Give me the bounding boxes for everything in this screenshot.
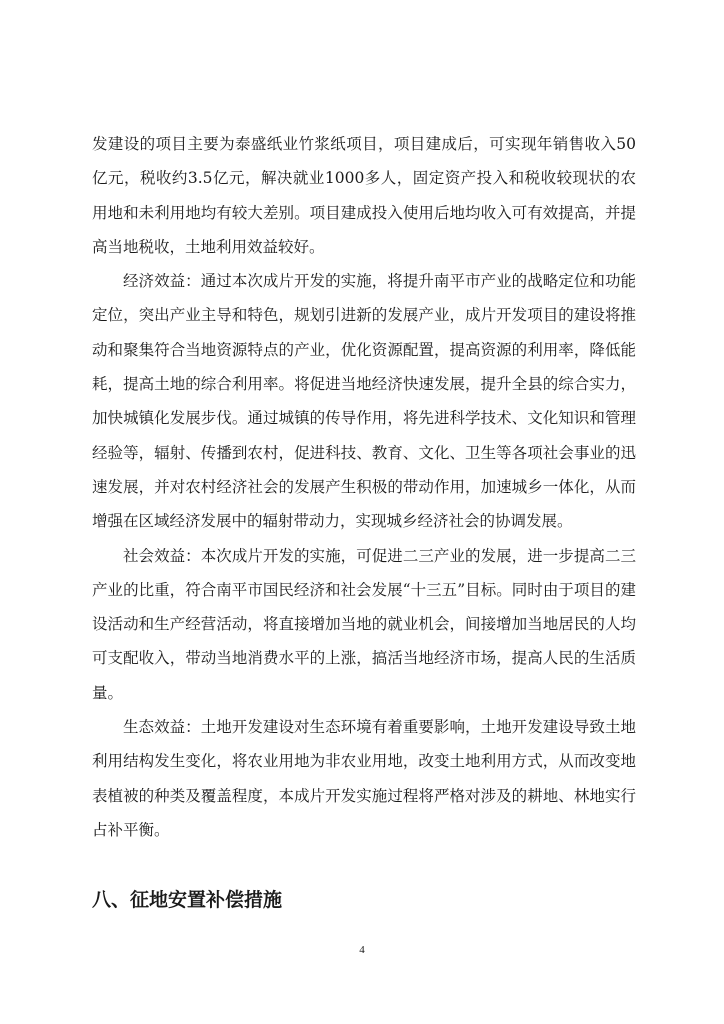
section-heading: 八、征地安置补偿措施: [92, 889, 283, 911]
paragraph-social-benefit: 社会效益：本次成片开发的实施，可促进二三产业的发展，进一步提高二三产业的比重，符合南平市国民经济和社会发展“十三五”目标。同时由于项目的建设活动和生产经营活动，将直接增加当地的就业机会，间接增加当地居民的人均可支配收入，带动当地消费水平的上涨，搞活当地经济市场，提高人民的生活质量。: [92, 546, 636, 702]
paragraph-ecological-benefit: 生态效益：土地开发建设对生态环境有着重要影响，土地开发建设导致土地利用结构发生变化，将农业用地为非农业用地，改变土地利用方式，从而改变地表植被的种类及覆盖程度，本成片开发实施过程将严格对涉及的耕地、林地实行占补平衡。: [92, 718, 636, 839]
body-text: [92, 127, 636, 847]
paragraph-continuation: 发建设的项目主要为泰盛纸业竹浆纸项目，项目建成后，可实现年销售收入50亿元，税收约3.5亿元，解决就业1000多人，固定资产投入和税收较现状的农用地和未利用地均有较大差别。项目建成投入使用后地均收入可有效提高，并提高当地税收，土地利用效益较好。: [92, 135, 636, 256]
page-number: 4: [359, 944, 365, 956]
paragraph-economic-benefit: 经济效益：通过本次成片开发的实施，将提升南平市产业的战略定位和功能定位，突出产业主导和特色，规划引进新的发展产业，成片开发项目的建设将推动和聚集符合当地资源特点的产业，优化资源配置，提高资源的利用率，降低能耗，提高土地的综合利用率。将促进当地经济快速发展，提升全县的综合实力，加快城镇化发展步伐。通过城镇的传导作用，将先进科学技术、文化知识和管理经验等，辐射、传播到农村，促进科技、教育、文化、卫生等各项社会事业的迅速发展，并对农村经济社会的发展产生积极的带动作用，加速城乡一体化，从而增强在区域经济发展中的辐射带动力，实现城乡经济社会的协调发展。: [92, 272, 636, 531]
